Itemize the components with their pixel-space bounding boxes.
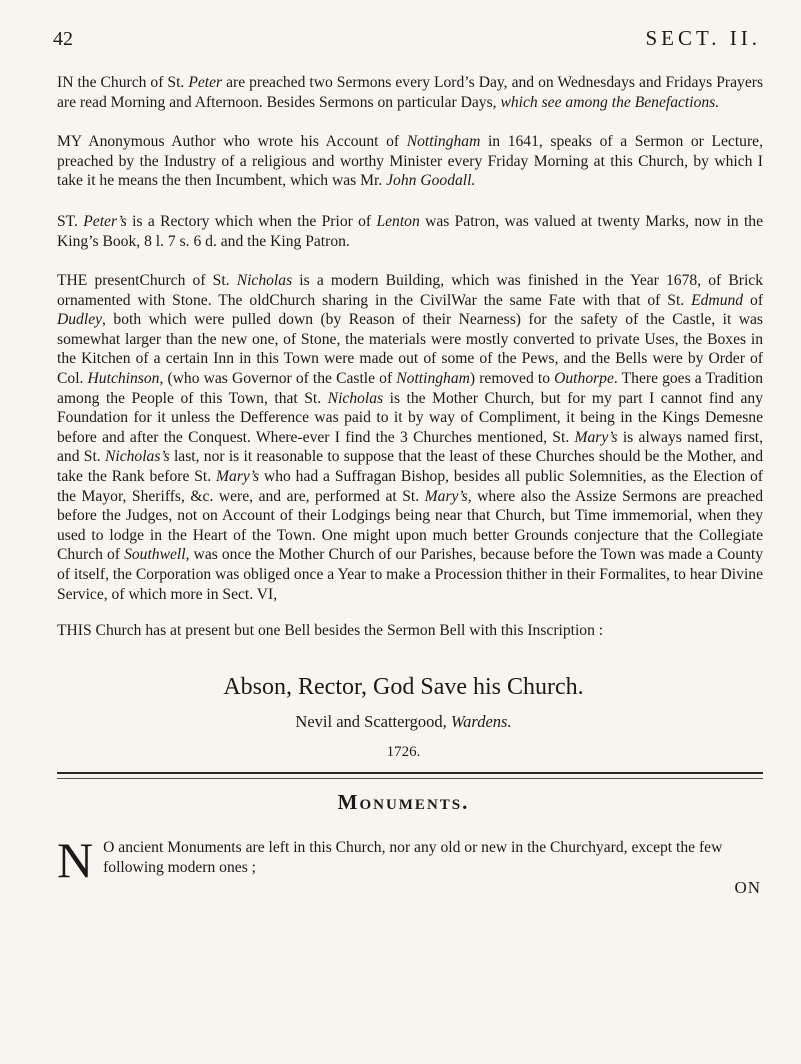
section-heading-monuments: Monuments. bbox=[337, 790, 470, 814]
paragraph-rectory: ST. Peter’s is a Rectory which when the Prior of Lenton was Patron, was valued at twenty Marks, now in the King’s Book, 8 l. 7 s. 6 d. and the King Patron. bbox=[57, 213, 763, 250]
section-divider bbox=[57, 772, 763, 779]
paragraph-st-nicholas: THE presentChurch of St. Nicholas is a modern Building, which was finished in the Year 1678, of Brick ornamented with Stone. The oldChurch sharing in the CivilWar the same Fate with that of St. Edmund of Dudley, both which were pulled down (by Reason of their Nearness) for the safety of the Castle, it was somewhat larger than the new one, of Stone, the materials were mostly converted to private Uses, the Boxes in the Kitchen of a certain Inn in this Town were made out of some of the Pews, and the Bells were by Order of Col. Hutchinson, (who was Governor of the Castle of Nottingham) removed to Outhorpe. There goes a Tradition among the People of this Town, that St. Nicholas is the Mother Church, but for my part I cannot find any Foundation for it unless the Defference was paid to it by way of Compliment, it being in the Kings Demesne before and after the Conquest. Where-ever I find the 3 Churches mentioned, St. Mary’s is always named first, and St. Nicholas’s last, nor is it reasonable to suppose that the least of these Churches should be the Mother, and take the Rank before St. Mary’s who had a Suffragan Bishop, besides all public Solemnities, as the Election of the Mayor, Sheriffs, &c. were, and are, performed at St. Mary’s, where also the Assize Sermons are preached before the Judges, not on Account of their Lodgings being near that Church, but Time immemorial, when they used to lodge in the Heart of the Town. One might upon much better Grounds conjecture that the Collegiate Church of Southwell, was once the Mother Church of our Parishes, because before the Town was made a County of itself, the Corporation was obliged once a Year to make a Procession thither in their Formalites, to hear Divine Service, of which more in Sect. VI, bbox=[57, 272, 764, 603]
book-page bbox=[40, 0, 767, 1064]
paragraph-sermons: IN the Church of St. Peter are preached two Sermons every Lord’s Day, and on Wednesdays and Fridays Prayers are read Morning and Afternoon. Besides Sermons on particular Days, which see among the Benefactions. bbox=[57, 74, 764, 111]
paragraph-anonymous-author: MY Anonymous Author who wrote his Account of Nottingham in 1641, speaks of a Sermon or Lecture, preached by the Industry of a religious and worthy Minister every Friday Morning at this Church, by which I take it he means the then Incumbent, which was Mr. John Goodall. bbox=[57, 133, 763, 190]
running-header bbox=[40, 26, 767, 60]
bell-inscription-line-2: Nevil and Scattergood, Wardens. bbox=[295, 712, 512, 731]
bell-inscription-year: 1726. bbox=[386, 744, 421, 760]
catchword: ON bbox=[734, 878, 761, 897]
paragraph-bell: THIS Church has at present but one Bell besides the Sermon Bell with this Inscription : bbox=[57, 622, 604, 639]
drop-cap: N bbox=[57, 832, 94, 888]
bell-inscription-line-1: Abson, Rector, God Save his Church. bbox=[223, 674, 584, 700]
section-mark: SECT. II. bbox=[645, 26, 761, 50]
page-number: 42 bbox=[53, 28, 73, 50]
paragraph-monuments: N O ancient Monuments are left in this Church, nor any old or new in the Churchyard, except the few following modern ones ; bbox=[57, 832, 723, 888]
